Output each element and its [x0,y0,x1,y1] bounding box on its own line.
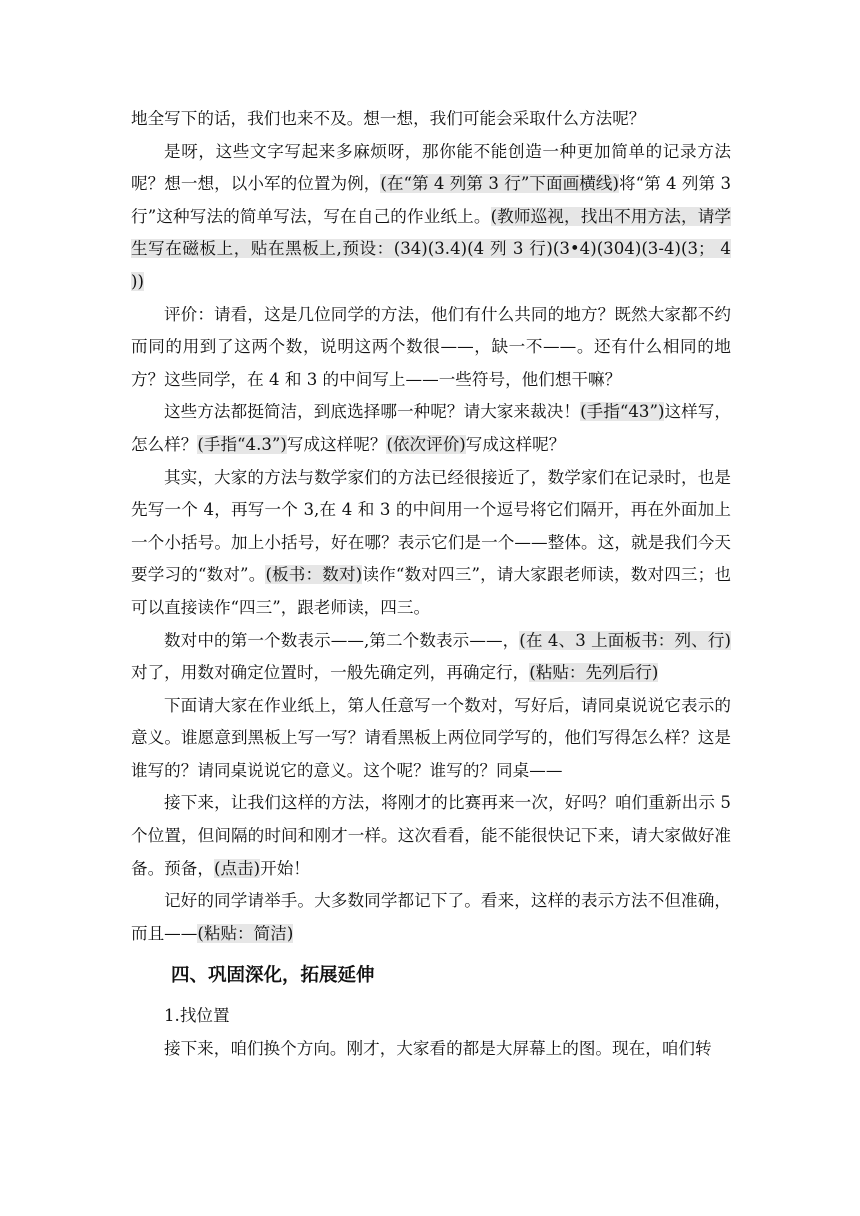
paragraph-p1 [131,103,731,136]
paragraph-p6 [131,625,731,690]
highlighted-annotation: (粘贴：先列后行) [529,663,659,683]
paragraph-text: 读作“数对四三”，请大家跟老师读，数对四三；也可以直接读作“四三”，跟老师读，四三。 [131,565,732,617]
paragraph-p5 [131,462,731,625]
paragraph-text: 对了，用数对确定位置时，一般先确定列，再确定行， [131,663,530,683]
paragraph-text: 开始！ [260,858,310,878]
paragraph-text: 评价：请看，这是几位同学的方法，他们有什么共同的地方？既然大家都不约而同的用到了这两个数，说明这两个数很——，缺一不——。还有什么相同的地方？这些同学，在 4 和 3 的中间写上——一些符号，他们想干嘛？ [131,304,731,389]
paragraph-text: 将“第 4 列第 3 行”这种写法的简单写法，写在自己的作业纸上。 [131,174,731,226]
highlighted-annotation: (手指“43”) [580,402,665,422]
subsection-heading: 1.找位置 [164,1006,230,1026]
paragraph-text: 这些方法都挺简洁，到底选择哪一种呢？请大家来裁决！ [164,402,581,422]
section-heading: 四、巩固深化，拓展延伸 [171,965,375,987]
paragraph-p8 [131,787,731,885]
paragraph-text: 下面请大家在作业纸上，第人任意写一个数对，写好后，请同桌说说它表示的意义。谁愿意到黑板上写一写？请看黑板上两位同学写的，他们写得怎么样？这是谁写的？请同桌说说它的意义。这个呢？谁写的？同桌—— [131,695,731,780]
paragraph-text: 接下来，让我们这样的方法，将刚才的比赛再来一次，好吗？咱们重新出示 5 个位置，但间隔的时间和刚才一样。这次看看，能不能很快记下来，请大家做好准备。预备， [131,793,731,878]
highlighted-annotation: (板书：数对) [265,565,363,585]
paragraph-text: 写成这样呢？ [465,434,566,454]
paragraph-p9 [131,885,731,950]
paragraph-p3 [131,299,731,397]
highlighted-annotation: (在 4、3 上面板书：列、行) [519,630,731,650]
paragraph-text: 地全写下的话，我们也来不及。想一想，我们可能会采取什么方法呢？ [131,109,646,128]
paragraph-text: 其实，大家的方法与数学家们的方法已经很接近了，数学家们在记录时，也是先写一个 4，再写一个 3,在 4 和 3 的中间用一个逗号将它们隔开，再在外面加上一个小括号。加上小括号，好在哪？表示它们是一个——整体。这，就是我们今天要学习的“数对”。 [131,467,731,585]
highlighted-annotation: (手指“4.3”) [197,434,287,454]
paragraph-p7 [131,690,731,788]
paragraph-text: 写成这样呢？ [286,434,387,454]
paragraph-list [131,103,731,950]
highlighted-annotation: (点击) [213,858,261,878]
text-body [131,103,731,1066]
paragraph-p4 [131,396,731,461]
highlighted-annotation: (粘贴：简洁) [197,923,294,943]
paragraph-p2 [131,136,731,299]
highlighted-annotation: (依次评价) [386,434,466,454]
paragraph-text: 这样写，怎么样？ [131,402,732,454]
paragraph-text: 记好的同学请举手。大多数同学都记下了。看来，这样的表示方法不但准确，而且—— [131,891,731,943]
highlighted-annotation: (在“第 4 列第 3 行”下面画横线) [380,174,619,194]
paragraph-text: 是呀，这些文字写起来多麻烦呀，那你能不能创造一种更加简单的记录方法呢？想一想，以小军的位置为例， [131,141,731,194]
paragraph-text: 数对中的第一个数表示——,第二个数表示——， [164,630,520,650]
highlighted-annotation: (教师巡视，找出不用方法，请学生写在磁板上，贴在黑板上,预设：(34)(3.4)(4 列 3 行)(3•4)(304)(3-4)(3； 4 )) [131,206,732,291]
paragraph-last: 接下来，咱们换个方向。刚才，大家看的都是大屏幕上的图。现在，咱们转 [164,1039,712,1059]
